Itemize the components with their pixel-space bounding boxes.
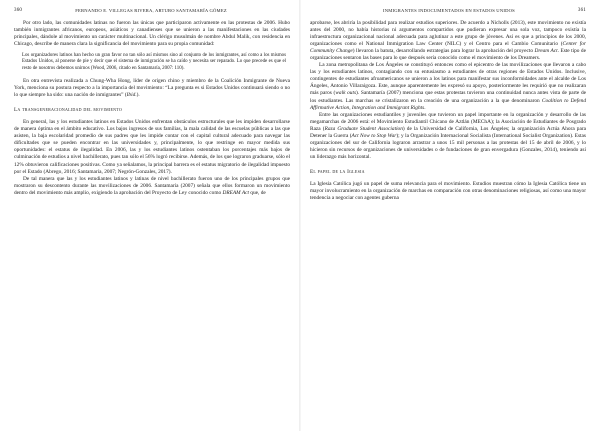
- section-heading-iglesia-text: El papel de la Iglesia: [310, 168, 365, 175]
- left-page-number: 360: [14, 8, 23, 13]
- right-paragraph-4: La Iglesia Católica jugó un papel de suma relevancia para el movimiento. Estudios muestran cómo la Iglesia Católica tiene un mayor involucramiento en la organización de marchas en comparación con otras denominaciones religiosas, así como una mayor tendencia a negociar con agentes guberna: [310, 180, 586, 202]
- coalition-name: Coalition to Defend Affirmative Action, Integration and Immigrant Rights: [310, 97, 587, 111]
- left-paragraph-4-text: De tal manera que las y los estudiantes latinos y latinas de nivel bachillerato fueron uno de los principales grupos que mostraron su descontento durante las movilizaciones de 2006. Santamaría (2007) señala que ellos formaron un movimiento dentro del movimiento más amplio, exigiendo la aprobación del Proyecto de Ley conocido como: [14, 175, 290, 196]
- walk-outs-term: walk outs: [335, 90, 357, 97]
- left-paragraph-2-end: .).: [135, 92, 140, 99]
- right-page-header: [310, 8, 586, 13]
- right-page: [300, 0, 600, 431]
- right-paragraph-3: [310, 112, 586, 161]
- right-paragraph-1-c: ) llevaron la batuta, desarrollando estrategias para lograr la aprobación del proyecto: [352, 48, 535, 55]
- left-paragraph-2: [14, 78, 290, 99]
- raza-association-term: Raza Graduate Student Association: [324, 125, 403, 132]
- right-paragraph-1: [310, 20, 586, 62]
- act-now-term: Act Now to Stop War: [351, 132, 397, 139]
- ibid-citation: Ibid: [126, 92, 136, 99]
- right-paragraph-2-c: ). Santamaría (2007) menciona que estas protestas tuvieron una continuidad nunca antes vista de parte de los estudiantes. Las marchas se cristalizaron en la creación de una organización a la que denominaron: [310, 90, 586, 104]
- section-heading-transgeneracionalidad: [14, 107, 290, 113]
- left-paragraph-3: En general, las y los estudiantes latinos en Estados Unidos enfrentan obstáculos estructurales que les impiden desarrollarse de manera óptima en el ámbito educativo. Los bajos ingresos de sus familias, la mala calidad de las escuelas públicas a las que asisten, la baja escolaridad promedio de sus padres que les impide contar con el capital cultural adecuado para navegar las dificultades que se pueden encontrar en las universidades y, principalmente, lo que restringe en mayor medida sus oportunidades: el estatus de ilegalidad. En 2006, las y los estudiantes latinos ostentaban los porcentajes más bajos de culminación de estudios a nivel bachillerato, pues tan sólo el 56% logró recibirse. Además, de los que lograron graduarse, sólo el 12% obtuvieron calificaciones positivas. Como ya señalamos, la principal barrera es el estatus migratorio de ilegalidad impuesto por el Estado (Abrego, 2016; Santamaría, 2007; Negrón-Gonzales, 2017).: [14, 119, 290, 175]
- left-paragraph-1: Por otro lado, las comunidades latinas no fueron las únicas que participaron activamente en las protestas de 2006. Hubo también inmigrantes africanos, europeos, asiáticos y canadienses que se unieron a las manifestaciones en las ciudades principales, dándole al movimiento un carácter multinacional. Un clérigo musulmán de nombre Abdul Malik, con residencia en Chicago, describe de manera clara la significancia del movimiento para su propia comunidad:: [14, 20, 290, 48]
- right-running-title: INMIGRANTES INDOCUMENTADOS EN ESTADOS UNIDOS: [383, 8, 515, 13]
- right-paragraph-2-a: La zona metropolitana de Los Ángeles se constituyó entonces como el epicentro de las movilizaciones que llevaron a cabo las y los estudiantes latinos, contagiando con su entusiasmo a estudiantes de otras regiones de Estados Unidos. Inclusive, contingentes de estudiantes afroamericanos se unieron a los latinos para manifestar sus inconformidades ante el alcalde de Los Ángeles, Antonio Villaraigoza. Este, aunque aparentemente les expresó su apoyo, posteriormente les requirió que no realizaran más paros (: [310, 62, 586, 97]
- right-paragraph-3-a: Entre las organizaciones estudiantiles y juveniles que tuvieron un papel importante en la organización y desarrollo de las megamarchas de 2006 está: el Movimiento Estudiantil Chicano de Aztlán (MEChA); la Asociación de Estudiantes de Posgrado Raza (: [310, 111, 586, 132]
- right-paragraph-2: [310, 62, 586, 111]
- dream-act-term: DREAM Act: [222, 189, 249, 196]
- right-paragraph-3-c: ) de la Universidad de California, Los Ángeles; la organización Actúa Ahora para Detener la Guerra (: [310, 125, 587, 139]
- section-heading-text: La transgeneracionalidad del movimiento: [14, 107, 123, 114]
- left-paragraph-2-text: En otra entrevista realizada a Chung-Wha Hong, líder de origen chino y miembro de la Coalición Inmigrante de Nueva York, menciona su postura respecto a la importancia del movimiento: “La pregunta es si Estados Unidos continuará siendo o no lo que siempre ha sido: una nación de inmigrantes” (: [14, 78, 290, 99]
- left-paragraph-4: [14, 176, 290, 197]
- right-paragraph-1-e: . Este tipo de organizaciones sentaron las bases para lo que después sería conocido como el movimiento de los Dreamers.: [310, 48, 586, 62]
- left-page-header: [14, 8, 290, 13]
- left-running-title: FERNANDO E. VILLEGAS RIVERA, ARTURO SANTAMARÍA GÓMEZ: [75, 8, 227, 13]
- right-paragraph-2-e: .: [424, 104, 426, 111]
- section-heading-iglesia: [310, 169, 586, 175]
- right-page-number: 361: [577, 8, 586, 13]
- left-paragraph-4-end: que, de: [248, 189, 266, 196]
- center-community-change-term: Center for Community Change: [310, 41, 587, 55]
- dream-act-term-right: Dream Act: [534, 48, 558, 55]
- right-paragraph-3-e: ); y la Organización Internacional Socialista (International Socialist Organization). Estas organizaciones del sur de California lograron arrastrar a unos 15 mil personas a las protestas del 15 de abril de 2006, y lo hicieron sin recursos de organizaciones de universidades o de fundaciones de gran envergadura (Gonzales, 2014), teniendo así un liderazgo más horizontal.: [310, 132, 586, 160]
- header-spacer-right: [310, 8, 320, 13]
- block-quote: Los organizadores latinos han hecho un gran favor no tan sólo así mismos sino al conjunto de los inmigrantes, así como a los mismos Estados Unidos, al ponerse de pie y decir que el sistema de inmigración se ha caído y necesita ser reparado. Lo que precede es que el resto de nosotros debemos unirnos (Wood, 2006, citado en Santamaría, 2007: 110).: [22, 53, 286, 71]
- right-paragraph-1-a: aprobarse, les abriría la posibilidad para realizar estudios superiores. De acuerdo a Nicholls (2013), este movimiento no existía antes del 2000, no había historias ni argumentos compartidos que pudieran expresar una sola voz, tampoco existía la infraestructura organizacional nacional adecuada para aglutinar a este grupo de jóvenes. Así es que a principios de los 2000, organizaciones como el National Immigration Law Center (NILC) y el Centro para el Cambio Comunitario (: [310, 20, 586, 48]
- header-spacer: [280, 8, 290, 13]
